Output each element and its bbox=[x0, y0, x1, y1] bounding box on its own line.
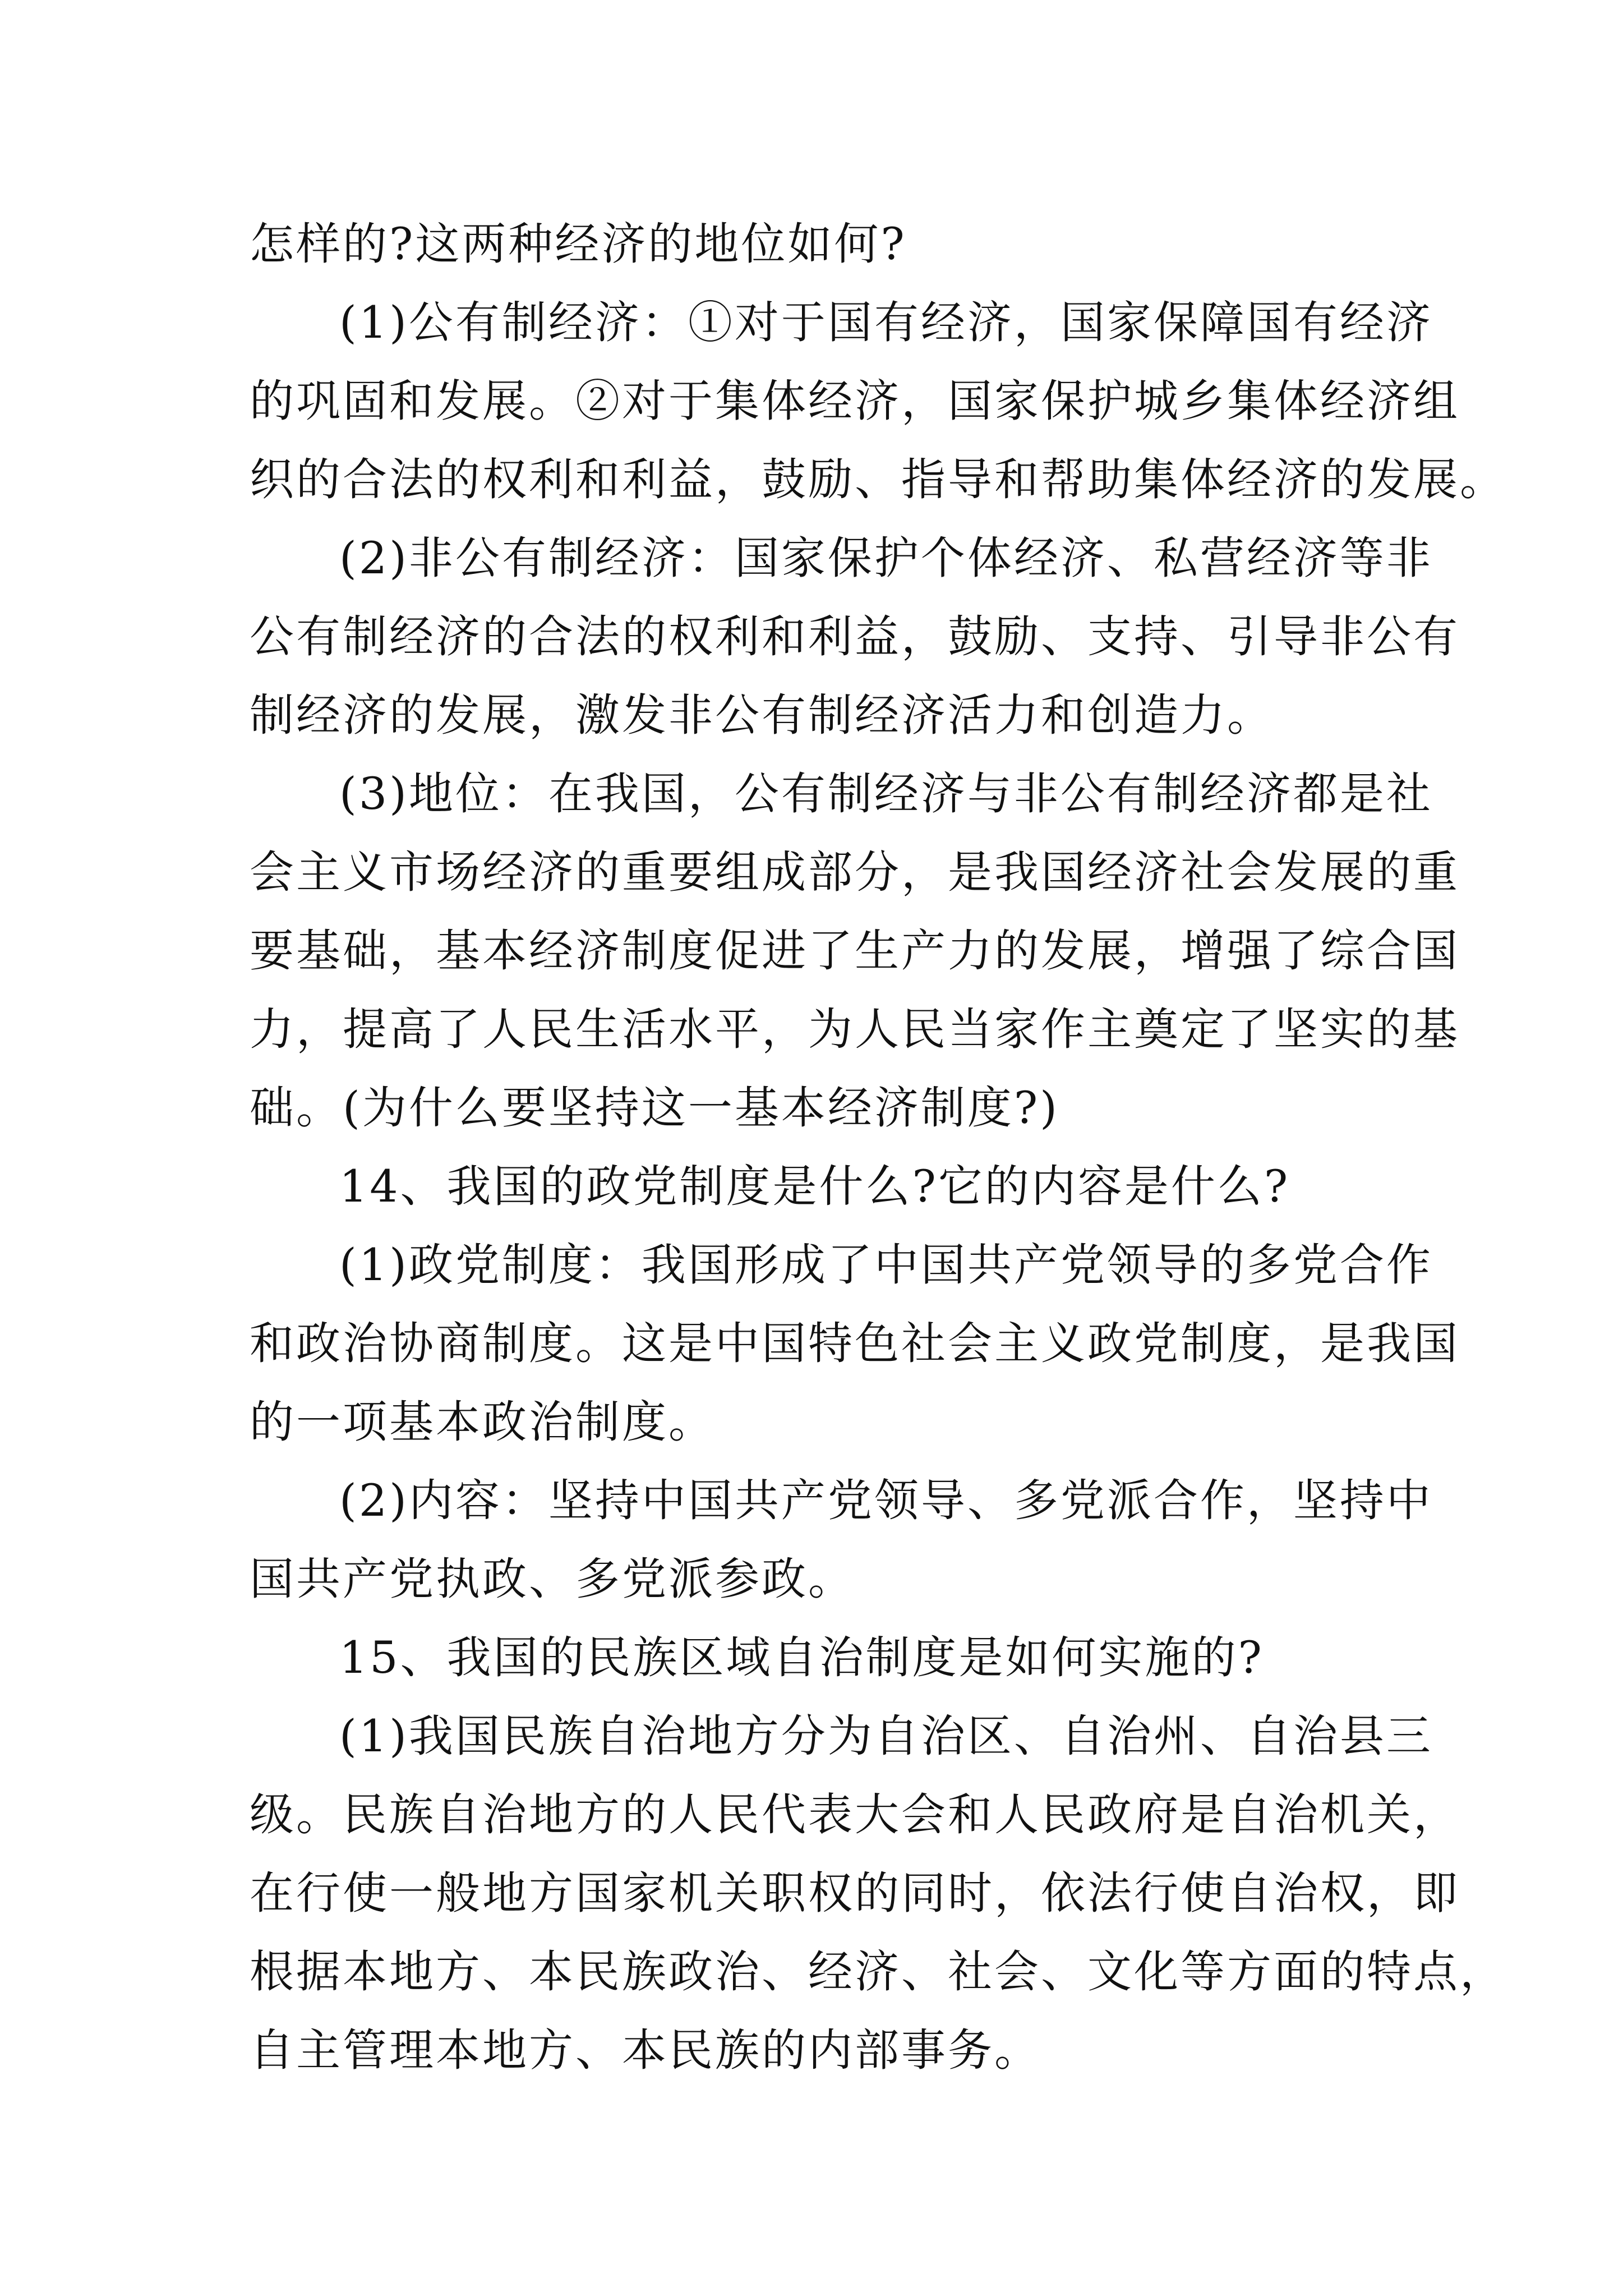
text-line: 怎样的?这两种经济的地位如何? bbox=[250, 218, 907, 270]
text-line: (1)公有制经济：①对于国有经济，国家保障国有经济 bbox=[339, 297, 1433, 348]
text-line: (2)非公有制经济：国家保护个体经济、私营经济等非 bbox=[339, 532, 1433, 584]
text-line: (2)内容：坚持中国共产党领导、多党派合作，坚持中 bbox=[339, 1475, 1433, 1526]
text-line: 公有制经济的合法的权利和利益，鼓励、支持、引导非公有 bbox=[250, 611, 1460, 662]
text-line: 织的合法的权利和利益，鼓励、指导和帮助集体经济的发展。 bbox=[250, 454, 1506, 505]
text-line: 国共产党执政、多党派参政。 bbox=[250, 1553, 855, 1605]
text-line: 力，提高了人民生活水平，为人民当家作主奠定了坚实的基 bbox=[250, 1004, 1460, 1055]
text-line: 和政治协商制度。这是中国特色社会主义政党制度，是我国 bbox=[250, 1318, 1460, 1369]
section-heading: 14、我国的政党制度是什么?它的内容是什么? bbox=[339, 1161, 1290, 1212]
text-line: 制经济的发展，激发非公有制经济活力和创造力。 bbox=[250, 689, 1274, 741]
text-line: 础。(为什么要坚持这一基本经济制度?) bbox=[250, 1082, 1059, 1134]
text-line: 在行使一般地方国家机关职权的同时，依法行使自治权，即 bbox=[250, 1867, 1460, 1919]
text-line: 的巩固和发展。②对于集体经济，国家保护城乡集体经济组 bbox=[250, 375, 1460, 427]
text-line: (1)我国民族自治地方分为自治区、自治州、自治县三 bbox=[339, 1710, 1433, 1762]
text-line: 级。民族自治地方的人民代表大会和人民政府是自治机关， bbox=[250, 1789, 1460, 1841]
text-line: 会主义市场经济的重要组成部分，是我国经济社会发展的重 bbox=[250, 846, 1460, 898]
text-line: 自主管理本地方、本民族的内部事务。 bbox=[250, 2024, 1041, 2076]
text-line: (3)地位：在我国，公有制经济与非公有制经济都是社 bbox=[339, 768, 1433, 820]
text-line: (1)政党制度：我国形成了中国共产党领导的多党合作 bbox=[339, 1239, 1433, 1291]
text-line: 要基础，基本经济制度促进了生产力的发展，增强了综合国 bbox=[250, 925, 1460, 977]
section-heading: 15、我国的民族区域自治制度是如何实施的? bbox=[339, 1632, 1264, 1683]
text-line: 根据本地方、本民族政治、经济、社会、文化等方面的特点， bbox=[250, 1946, 1506, 1998]
text-line: 的一项基本政治制度。 bbox=[250, 1396, 715, 1448]
